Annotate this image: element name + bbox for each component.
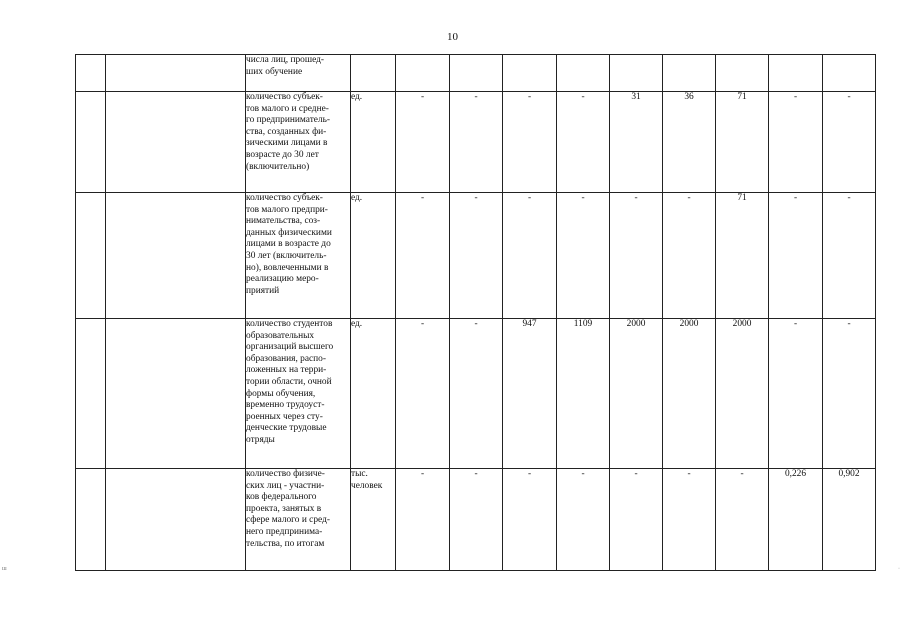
value-text: - [581, 469, 585, 479]
value-text: - [581, 193, 585, 203]
table-row [76, 55, 876, 92]
value-text: - [634, 193, 638, 203]
value-cell [663, 92, 716, 193]
value-text: 1109 [573, 319, 593, 329]
value-text: - [474, 319, 478, 329]
value-cell [557, 55, 610, 92]
unit-cell: ед. [351, 193, 396, 319]
value-text: - [420, 469, 425, 479]
value-cell [396, 92, 450, 193]
value-cell [450, 319, 503, 469]
value-cell [663, 469, 716, 571]
value-text: - [420, 193, 425, 203]
value-cell [557, 92, 610, 193]
value-cell [610, 469, 663, 571]
value-text: 71 [737, 193, 747, 203]
value-text: - [474, 193, 478, 203]
number-cell [76, 193, 106, 319]
value-cell [450, 193, 503, 319]
value-cell [557, 469, 610, 571]
unit-cell: тыс. человек [351, 469, 396, 571]
value-cell [503, 469, 557, 571]
project-cell [106, 55, 246, 92]
value-cell [610, 319, 663, 469]
value-text: 2000 [626, 319, 646, 329]
value-text: 0,226 [784, 469, 807, 479]
number-cell [76, 319, 106, 469]
value-text: - [687, 193, 691, 203]
number-cell [76, 55, 106, 92]
value-cell [396, 469, 450, 571]
indicator-description: количество субъек- тов малого и средне- го предприниматель- ства, созданных фи- зическими лицами в возрасте до 30 лет (включительно) [246, 92, 351, 193]
value-text: 2000 [679, 319, 699, 329]
value-text: - [420, 319, 425, 329]
value-cell [663, 193, 716, 319]
number-cell [76, 92, 106, 193]
value-text: - [474, 92, 478, 102]
value-text: - [634, 469, 638, 479]
value-text: - [527, 92, 532, 102]
value-text: - [793, 92, 798, 102]
value-cell [396, 55, 450, 92]
value-cell [450, 92, 503, 193]
scan-edge-mark: ш [2, 566, 7, 572]
value-cell [769, 193, 823, 319]
value-cell [823, 92, 876, 193]
value-cell [610, 55, 663, 92]
value-cell [716, 55, 769, 92]
value-cell [503, 193, 557, 319]
project-cell [106, 319, 246, 469]
value-cell [663, 319, 716, 469]
value-cell [503, 319, 557, 469]
value-cell [823, 469, 876, 571]
value-cell [396, 319, 450, 469]
value-cell [610, 193, 663, 319]
unit-cell: ед. [351, 319, 396, 469]
value-cell [450, 55, 503, 92]
value-text: - [474, 469, 478, 479]
value-cell [769, 319, 823, 469]
value-cell [503, 55, 557, 92]
value-cell [769, 55, 823, 92]
number-cell [76, 469, 106, 571]
value-text: - [793, 319, 798, 329]
value-cell [716, 193, 769, 319]
unit-cell: ед. [351, 92, 396, 193]
value-text: - [581, 92, 585, 102]
value-cell [503, 92, 557, 193]
table-row [76, 193, 876, 319]
indicator-description: числа лиц, прошед- ших обучение [246, 55, 351, 92]
value-cell [823, 319, 876, 469]
value-text: 947 [522, 319, 537, 329]
table-row [76, 319, 876, 469]
value-cell [716, 92, 769, 193]
project-cell [106, 92, 246, 193]
indicators-table [75, 54, 876, 571]
page-number: 10 [447, 31, 458, 43]
value-cell [716, 469, 769, 571]
unit-cell [351, 55, 396, 92]
value-text: - [793, 193, 798, 203]
value-cell [823, 55, 876, 92]
value-cell [663, 55, 716, 92]
value-text: 0,902 [838, 469, 860, 479]
value-cell [396, 193, 450, 319]
value-cell [769, 469, 823, 571]
value-cell [610, 92, 663, 193]
value-text: 31 [631, 92, 641, 102]
value-text: - [687, 469, 691, 479]
project-cell [106, 193, 246, 319]
value-cell [823, 193, 876, 319]
value-text: - [847, 193, 851, 203]
value-text: - [420, 92, 425, 102]
value-text: - [527, 193, 532, 203]
value-text: 71 [737, 92, 747, 102]
project-cell [106, 469, 246, 571]
value-cell [557, 319, 610, 469]
indicator-description: количество субъек- тов малого предпри- нимательства, соз- данных физическими лицами в возрасте до 30 лет (включитель- но), вовлеченными в реализацию меро- приятий [246, 193, 351, 319]
scan-edge-mark: · [898, 566, 900, 572]
value-text: - [847, 319, 851, 329]
value-cell [450, 469, 503, 571]
value-cell [716, 319, 769, 469]
value-cell [557, 193, 610, 319]
indicator-description: количество физиче- ских лиц - участни- ков федерального проекта, занятых в сфере малого и сред- него предпринима- тельства, по итогам [246, 469, 351, 571]
table-row [76, 469, 876, 571]
value-cell [769, 92, 823, 193]
value-text: 2000 [732, 319, 752, 329]
table-row [76, 92, 876, 193]
value-text: - [527, 469, 532, 479]
value-text: - [740, 469, 744, 479]
value-text: - [847, 92, 851, 102]
value-text: 36 [684, 92, 694, 102]
indicator-description: количество студентов образовательных организаций высшего образования, распо- ложенных на терри- тории области, очной формы обучения, временно трудоуст- роенных через сту- денческие трудовые отряды [246, 319, 351, 469]
